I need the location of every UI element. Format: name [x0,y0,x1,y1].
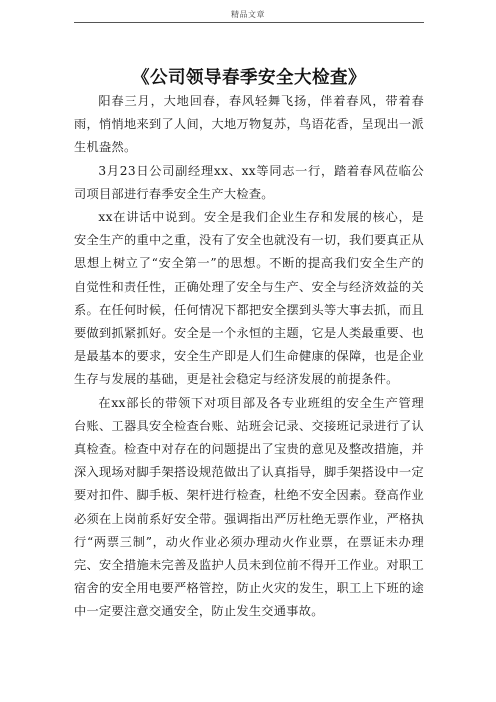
paragraph: xx在讲话中说到。安全是我们企业生存和发展的核心，是安全生产的重中之重，没有了安全也就没有一切，我们要真正从思想上树立了“安全第一”的思想。不断的提高我们安全生产的自觉性和责任性，正确处理了安全与生产、安全与经济效益的关系。在任何时候，任何情况下都把安全摆到头等大事去抓，而且要做到抓紧抓好。安全是一个永恒的主题，它是人类最重要、也是最基本的要求，安全生产即是人们生命健康的保障，也是企业生存与发展的基础，更是社会稳定与经济发展的前提条件。 [74,210,424,387]
paragraph: 阳春三月，大地回春，春风轻舞飞扬，伴着春风，带着春雨，悄悄地来到了人间，大地万物复苏，鸟语花香，呈现出一派生机盎然。 [74,94,424,155]
header-divider [74,22,424,23]
paragraph: 在xx部长的带领下对项目部及各专业班组的安全生产管理台账、工器具安全检查台账、站班会记录、交接班记录进行了认真检查。检查中对存在的问题提出了宝贵的意见及整改措施，并深入现场对脚手架搭设规范做出了认真指导，脚手架搭设中一定要对扣件、脚手板、架杆进行检查，杜绝不安全因素。登高作业必须在上岗前系好安全带。强调指出严厉杜绝无票作业，严格执行“两票三制”，动火作业必须办理动火作业票，在票证未办理完、安全措施未完善及监护人员未到位前不得开工作业。对职工宿舍的安全用电要严格管控，防止火灾的发生，职工上下班的途中一定要注意交通安全，防止发生交通事故。 [74,395,424,619]
paragraph: 3月23日公司副经理xx、xx等同志一行，踏着春风莅临公司项目部进行春季安全生产大检查。 [74,163,424,201]
page-header-label: 精品文章 [231,10,265,19]
document-body [74,90,424,624]
document-title: 《公司领导春季安全大检查》 [132,68,366,88]
